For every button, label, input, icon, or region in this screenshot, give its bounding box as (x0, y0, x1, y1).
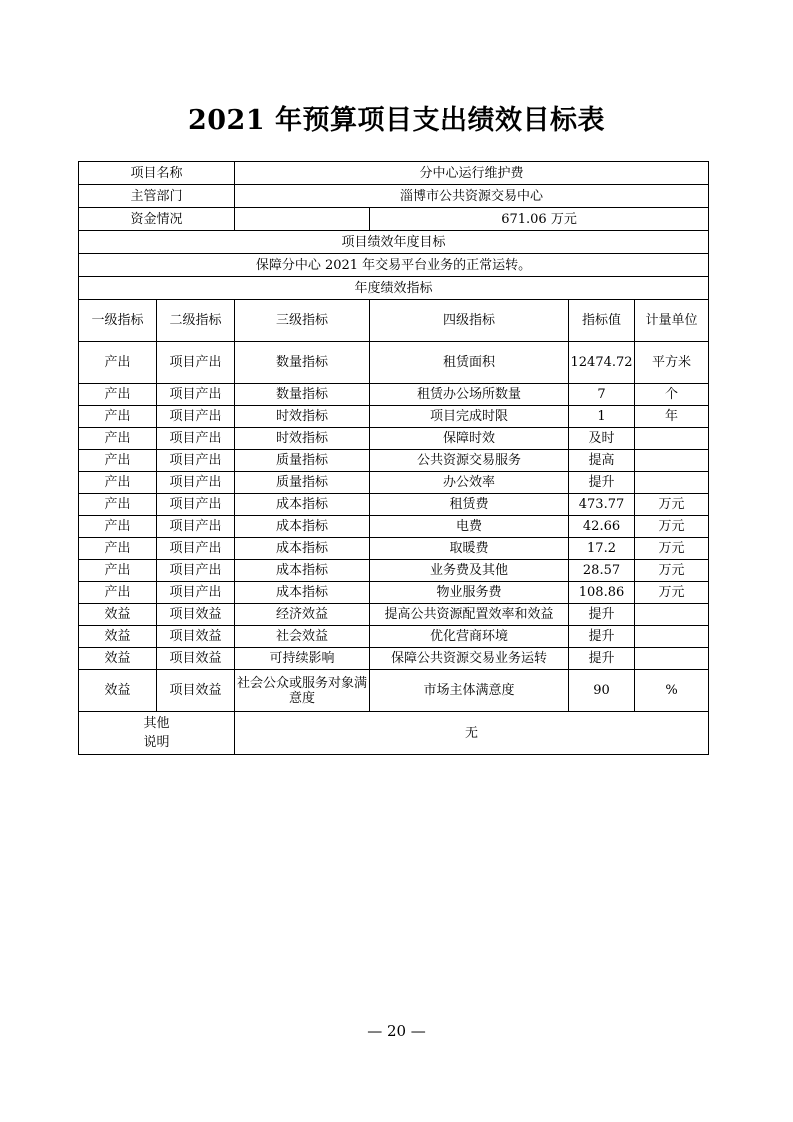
col-header-value: 指标值 (569, 300, 635, 342)
funding-row (79, 208, 709, 231)
level2-cell: 项目产出 (157, 428, 235, 450)
other-label: 其他说明 (79, 712, 235, 755)
level4-cell: 取暖费 (370, 538, 569, 560)
unit-cell: 万元 (635, 538, 709, 560)
col-header-l3: 三级指标 (235, 300, 370, 342)
level3-cell: 质量指标 (235, 450, 370, 472)
value-cell: 12474.72 (569, 342, 635, 384)
level4-cell: 市场主体满意度 (370, 670, 569, 712)
level2-cell: 项目产出 (157, 582, 235, 604)
value-cell: 7 (569, 384, 635, 406)
department-row (79, 185, 709, 208)
level2-cell: 项目产出 (157, 406, 235, 428)
level1-cell: 效益 (79, 670, 157, 712)
value-cell: 17.2 (569, 538, 635, 560)
level3-cell: 社会效益 (235, 626, 370, 648)
value-cell: 1 (569, 406, 635, 428)
level1-cell: 效益 (79, 604, 157, 626)
unit-cell: 万元 (635, 494, 709, 516)
level1-cell: 产出 (79, 384, 157, 406)
level1-cell: 产出 (79, 494, 157, 516)
value-cell: 提升 (569, 648, 635, 670)
col-header-l1: 一级指标 (79, 300, 157, 342)
level3-cell: 时效指标 (235, 406, 370, 428)
level4-cell: 项目完成时限 (370, 406, 569, 428)
level1-cell: 产出 (79, 472, 157, 494)
table-row (79, 384, 709, 406)
level3-cell: 成本指标 (235, 560, 370, 582)
unit-cell (635, 450, 709, 472)
unit-cell (635, 472, 709, 494)
unit-cell (635, 428, 709, 450)
project-name-value: 分中心运行维护费 (235, 162, 709, 185)
level2-cell: 项目产出 (157, 342, 235, 384)
level2-cell: 项目效益 (157, 648, 235, 670)
level1-cell: 产出 (79, 342, 157, 384)
performance-table (78, 161, 709, 755)
level1-cell: 产出 (79, 560, 157, 582)
level3-cell: 数量指标 (235, 384, 370, 406)
table-row (79, 538, 709, 560)
funding-label: 资金情况 (79, 208, 235, 231)
value-cell: 及时 (569, 428, 635, 450)
level4-cell: 公共资源交易服务 (370, 450, 569, 472)
col-header-unit: 计量单位 (635, 300, 709, 342)
level3-cell: 时效指标 (235, 428, 370, 450)
other-row (79, 712, 709, 755)
level2-cell: 项目产出 (157, 560, 235, 582)
level3-cell: 社会公众或服务对象满意度 (235, 670, 370, 712)
table-row (79, 560, 709, 582)
value-cell: 42.66 (569, 516, 635, 538)
level4-cell: 租赁费 (370, 494, 569, 516)
unit-cell: 年 (635, 406, 709, 428)
table-row (79, 494, 709, 516)
table-row (79, 342, 709, 384)
level1-cell: 产出 (79, 406, 157, 428)
value-cell: 提升 (569, 604, 635, 626)
level1-cell: 产出 (79, 582, 157, 604)
value-cell: 提升 (569, 626, 635, 648)
level3-cell: 经济效益 (235, 604, 370, 626)
level1-cell: 效益 (79, 626, 157, 648)
table-row (79, 472, 709, 494)
unit-cell: 万元 (635, 560, 709, 582)
department-value: 淄博市公共资源交易中心 (235, 185, 709, 208)
level1-cell: 产出 (79, 538, 157, 560)
value-cell: 提升 (569, 472, 635, 494)
level2-cell: 项目产出 (157, 516, 235, 538)
column-header-row (79, 300, 709, 342)
funding-spacer-cell (235, 208, 370, 231)
annual-goal-row (79, 254, 709, 277)
level2-cell: 项目效益 (157, 670, 235, 712)
page-title: 2021 年预算项目支出绩效目标表 (187, 105, 606, 136)
level3-cell: 可持续影响 (235, 648, 370, 670)
level4-cell: 提高公共资源配置效率和效益 (370, 604, 569, 626)
table-row (79, 406, 709, 428)
table-row (79, 648, 709, 670)
table-body (79, 162, 709, 755)
funding-value: 671.06 万元 (370, 208, 709, 231)
value-cell: 473.77 (569, 494, 635, 516)
level4-cell: 优化营商环境 (370, 626, 569, 648)
value-cell: 提高 (569, 450, 635, 472)
level4-cell: 保障公共资源交易业务运转 (370, 648, 569, 670)
table-row (79, 428, 709, 450)
level1-cell: 产出 (79, 450, 157, 472)
unit-cell: 平方米 (635, 342, 709, 384)
level3-cell: 成本指标 (235, 582, 370, 604)
page-number: — 20 — (367, 1022, 426, 1040)
value-cell: 108.86 (569, 582, 635, 604)
project-name-row (79, 162, 709, 185)
level3-cell: 质量指标 (235, 472, 370, 494)
unit-cell (635, 604, 709, 626)
other-value: 无 (235, 712, 709, 755)
table-row (79, 626, 709, 648)
level1-cell: 效益 (79, 648, 157, 670)
level3-cell: 成本指标 (235, 516, 370, 538)
level1-cell: 产出 (79, 428, 157, 450)
level2-cell: 项目产出 (157, 384, 235, 406)
level2-cell: 项目产出 (157, 472, 235, 494)
annual-goal-header-row (79, 231, 709, 254)
level4-cell: 办公效率 (370, 472, 569, 494)
col-header-l2: 二级指标 (157, 300, 235, 342)
level3-cell: 数量指标 (235, 342, 370, 384)
level4-cell: 租赁办公场所数量 (370, 384, 569, 406)
level4-cell: 电费 (370, 516, 569, 538)
table-row (79, 604, 709, 626)
value-cell: 28.57 (569, 560, 635, 582)
table-row (79, 582, 709, 604)
project-name-label: 项目名称 (79, 162, 235, 185)
unit-cell: 万元 (635, 516, 709, 538)
indicator-header: 年度绩效指标 (79, 277, 709, 300)
level4-cell: 物业服务费 (370, 582, 569, 604)
table-row (79, 516, 709, 538)
level3-cell: 成本指标 (235, 538, 370, 560)
table-row (79, 450, 709, 472)
annual-goal-text: 保障分中心 2021 年交易平台业务的正常运转。 (79, 254, 709, 277)
level3-cell: 成本指标 (235, 494, 370, 516)
col-header-l4: 四级指标 (370, 300, 569, 342)
indicator-header-row (79, 277, 709, 300)
department-label: 主管部门 (79, 185, 235, 208)
unit-cell: % (635, 670, 709, 712)
level2-cell: 项目产出 (157, 538, 235, 560)
level4-cell: 保障时效 (370, 428, 569, 450)
level4-cell: 租赁面积 (370, 342, 569, 384)
level2-cell: 项目产出 (157, 450, 235, 472)
unit-cell (635, 626, 709, 648)
level2-cell: 项目效益 (157, 604, 235, 626)
unit-cell: 万元 (635, 582, 709, 604)
table-row (79, 670, 709, 712)
value-cell: 90 (569, 670, 635, 712)
unit-cell: 个 (635, 384, 709, 406)
level4-cell: 业务费及其他 (370, 560, 569, 582)
level2-cell: 项目效益 (157, 626, 235, 648)
annual-goal-header: 项目绩效年度目标 (79, 231, 709, 254)
unit-cell (635, 648, 709, 670)
level1-cell: 产出 (79, 516, 157, 538)
level2-cell: 项目产出 (157, 494, 235, 516)
